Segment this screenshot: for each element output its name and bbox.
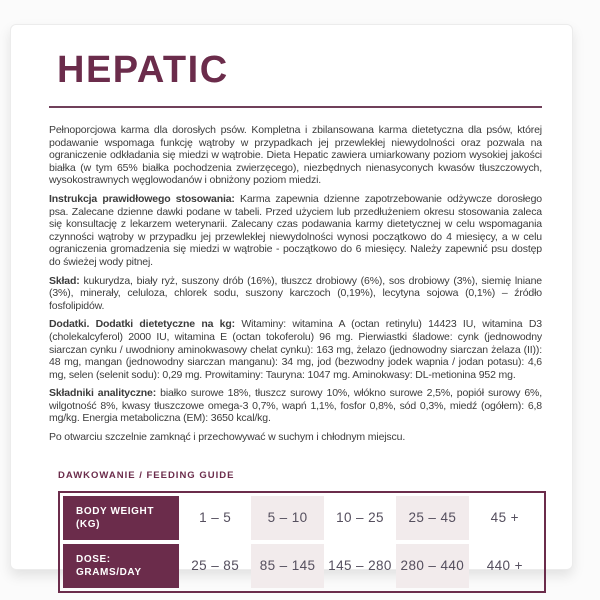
table-cell-weight-5: 45 + bbox=[490, 510, 519, 526]
table-cell-weight-4: 25 – 45 bbox=[396, 496, 468, 540]
page-title: HEPATIC bbox=[57, 49, 229, 91]
feeding-guide-table bbox=[58, 491, 546, 593]
table-header-line: BODY WEIGHT bbox=[76, 505, 155, 517]
paragraph-lead: Dodatki. Dodatki dietetyczne na kg: bbox=[49, 318, 235, 331]
paragraph-text: kukurydza, biały ryż, suszony drób (16%), tłuszcz drobiowy (6%), sos drobiowy (3%), siemię lniane (3%), minerały, celuloza, chlorek sodu, suszony karczoch (0,19%), lecytyna sojowa (0,1%) – źródło fosfolipidów. bbox=[49, 274, 542, 312]
label-body-text bbox=[49, 124, 542, 444]
label-card bbox=[10, 24, 573, 578]
paragraph-storage bbox=[49, 431, 542, 444]
paragraph-composition bbox=[49, 275, 542, 313]
paragraph-lead: Składniki analityczne: bbox=[49, 387, 157, 400]
paragraph-lead: Instrukcja prawidłowego stosowania: bbox=[49, 192, 235, 205]
table-header-line: (KG) bbox=[76, 518, 101, 530]
paragraph-text: Po otwarciu szczelnie zamknąć i przechowywać w suchym i chłodnym miejscu. bbox=[49, 431, 406, 444]
table-header-dose bbox=[63, 544, 179, 588]
table-cell-dose-1: 25 – 85 bbox=[191, 558, 240, 574]
table-cell-dose-4: 280 – 440 bbox=[396, 544, 468, 588]
table-cell-weight-1: 1 – 5 bbox=[199, 510, 232, 526]
paragraph-usage-instructions bbox=[49, 193, 542, 269]
feeding-guide-heading: DAWKOWANIE / FEEDING GUIDE bbox=[58, 469, 235, 481]
table-cell-dose-3: 145 – 280 bbox=[328, 558, 392, 574]
paragraph-text: białko surowe 18%, tłuszcz surowy 10%, włókno surowe 2,5%, popiół surowy 6%, wilgotność 8%, kwasy tłuszczowe omega-3 0,7%, wapń 1,1%, fosfor 0,8%, sód 0,3%, miedź (ogółem): 6,8 mg/kg. Energia metaboliczna (EM): 3650 kcal/kg. bbox=[49, 387, 542, 425]
paragraph-text: Witaminy: witamina A (octan retinylu) 14423 IU, witamina D3 (cholekalcyferol) 2000 IU, witamina E (octan tokoferolu) 96 mg. Pierwiastki śladowe: cynk (jednowodny siarczan cynku / uwodniony aminokwasowy chelat cynku): 163 mg, żelazo (jednowodny siarczan żelaza (II)): 48 mg, mangan (jednowodny siarczan manganu): 34 mg, jod (bezwodny jodek wapnia / jodan potasu): 4,6 mg, selen (selenit sodu): 0,29 mg. Prowitaminy: Tauryna: 1047 mg. Aminokwasy: DL-metionina 952 mg. bbox=[49, 318, 542, 381]
paragraph-analytical-components bbox=[49, 387, 542, 425]
table-cell-weight-2: 5 – 10 bbox=[251, 496, 323, 540]
title-underline bbox=[49, 106, 542, 108]
table-cell-weight-3: 10 – 25 bbox=[336, 510, 384, 526]
paragraph-text: Karma zapewnia dzienne zapotrzebowanie odżywcze dorosłego psa. Zalecane dzienne dawki podane w tabeli. Przed użyciem lub przedłużeniem okresu stosowania zaleca się konsultację z lekarzem weterynarii. Zalecany czas podawania karmy dietetycznej w celu wspomagania czynności wątroby w przypadku jej przewlekłej niewydolności wynosi początkowo do 4 miesięcy, a w celu ograniczenia gromadzenia się miedzi w wątrobie - początkowo do 6 miesięcy. Należy zapewnić psu dostęp do świeżej wody pitnej. bbox=[49, 192, 542, 268]
table-cell-dose-2: 85 – 145 bbox=[251, 544, 323, 588]
paragraph-description bbox=[49, 124, 542, 187]
paragraph-text: Pełnoporcjowa karma dla dorosłych psów. Kompletna i zbilansowana karma dietetyczna dla psów, której podawanie wspomaga funkcję wątroby w przypadkach jej przewlekłej niewydolności oraz pozwala na ograniczenie odkładania się miedzi w wątrobie. Dieta Hepatic zawiera umiarkowany poziom wysokiej jakości białka (w tym 65% białka pochodzenia zwierzęcego), niezbędnych nienasyconych kwasów tłuszczowych, wysokostrawnych węglowodanów i obniżony poziom miedzi. bbox=[49, 124, 542, 187]
table-header-body-weight bbox=[63, 496, 179, 540]
table-header-line: DOSE: bbox=[76, 553, 111, 565]
paragraph-additives bbox=[49, 318, 542, 381]
paragraph-lead: Skład: bbox=[49, 274, 80, 287]
table-header-line: GRAMS/DAY bbox=[76, 566, 142, 578]
table-cell-dose-5: 440 + bbox=[486, 558, 523, 574]
